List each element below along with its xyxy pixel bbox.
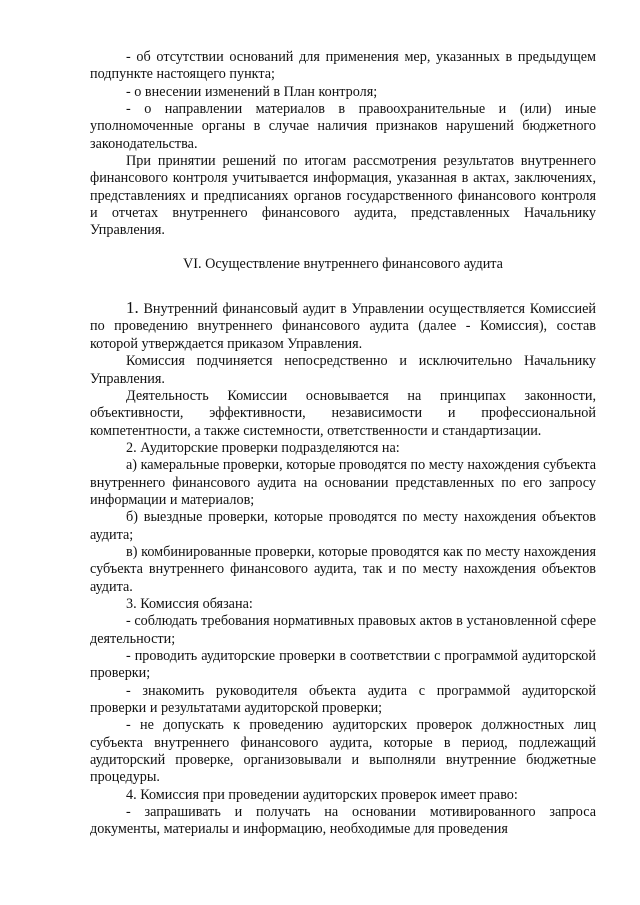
document-body (90, 49, 596, 839)
paragraph: 4. Комиссия при проведении аудиторских проверок имеет право: (126, 786, 518, 803)
paragraph: - о направлении материалов в правоохранительные и (или) иные уполномоченные органы в случае наличия признаков нарушений бюджетного законодательства. (90, 101, 596, 152)
paragraph: Деятельность Комиссии основывается на принципах законности, объективности, эффективности, независимости и профессиональной компетентности, а также системности, ответственности и стандартизации. (90, 387, 596, 439)
paragraph: - проводить аудиторские проверки в соответствии с программой аудиторской проверки; (90, 648, 596, 682)
paragraph: - об отсутствии оснований для применения мер, указанных в предыдущем подпункте настоящего пункта; (90, 49, 596, 83)
paragraph: в) комбинированные проверки, которые проводятся как по месту нахождения субъекта внутреннего финансового аудита, так и по месту нахождения объектов аудита. (90, 543, 596, 595)
paragraph: а) камеральные проверки, которые проводятся по месту нахождения субъекта внутреннего финансового аудита на основании представленных по его запросу информации и материалов; (90, 457, 596, 508)
paragraph: - запрашивать и получать на основании мотивированного запроса документы, материалы и информацию, необходимые для проведения (90, 804, 596, 838)
paragraph: 2. Аудиторские проверки подразделяются на: (126, 439, 400, 456)
paragraph: - не допускать к проведению аудиторских проверок должностных лиц субъекта внутреннего финансового аудита, которые в период, подлежащий аудиторский проверке, организовывали и выполняли внутренние бюджетные процедуры. (90, 717, 596, 786)
paragraph: Комиссия подчиняется непосредственно и исключительно Начальнику Управления. (90, 353, 596, 387)
paragraph: - о внесении изменений в План контроля; (126, 83, 378, 100)
paragraph: - знакомить руководителя объекта аудита с программой аудиторской проверки и результатами аудиторской проверки; (90, 682, 596, 717)
paragraph: При принятии решений по итогам рассмотрения результатов внутреннего финансового контроля учитывается информация, указанная в актах, заключениях, представлениях и предписаниях органов государственного финансового контроля и отчетах внутреннего финансового аудита, представленных Начальнику Управления. (90, 153, 596, 239)
paragraph-number: 1. (126, 298, 139, 318)
paragraph: - соблюдать требования нормативных правовых актов в установленной сфере деятельности; (90, 613, 596, 647)
section-heading: VI. Осуществление внутреннего финансового аудита (183, 255, 503, 272)
paragraph (90, 299, 596, 353)
paragraph: б) выездные проверки, которые проводятся по месту нахождения объектов аудита; (90, 509, 596, 543)
paragraph: 3. Комиссия обязана: (126, 595, 253, 612)
paragraph-text: Внутренний финансовый аудит в Управлении осуществляется Комиссией по проведению внутреннего финансового аудита (далее - Комиссия), состав которой утверждается приказом Управления. (90, 301, 596, 352)
